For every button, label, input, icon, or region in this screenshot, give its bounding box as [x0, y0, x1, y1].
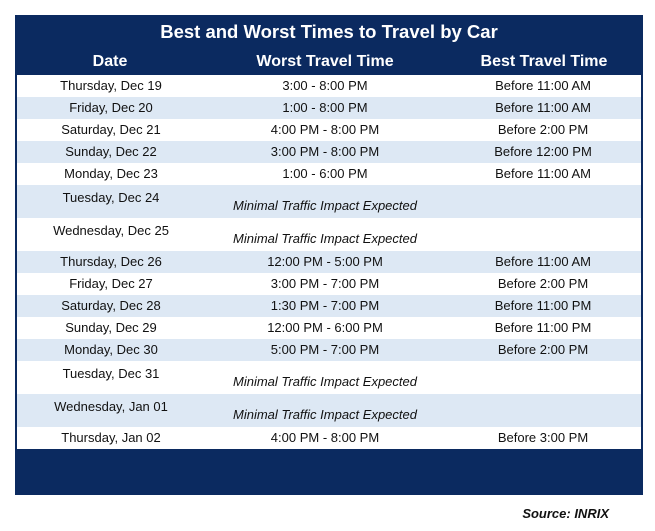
worst-time-cell: 3:00 PM - 8:00 PM — [270, 144, 380, 159]
worst-time-cell: 3:00 - 8:00 PM — [282, 78, 368, 93]
date-cell: Thursday, Dec 26 — [60, 254, 162, 269]
date-cell: Friday, Dec 20 — [69, 100, 153, 115]
table-row — [17, 163, 641, 185]
date-cell: Wednesday, Dec 25 — [53, 223, 169, 238]
table-row — [17, 427, 641, 449]
worst-time-cell: 1:30 PM - 7:00 PM — [270, 298, 380, 313]
best-time-cell: Before 2:00 PM — [497, 276, 589, 291]
table-row — [17, 295, 641, 317]
table-title: Best and Worst Times to Travel by Car — [160, 21, 498, 42]
worst-time-cell: 4:00 PM - 8:00 PM — [270, 430, 380, 445]
table-row — [17, 119, 641, 141]
worst-time-cell: Minimal Traffic Impact Expected — [233, 407, 417, 422]
best-time-cell: Before 12:00 PM — [494, 144, 592, 159]
table-row — [17, 141, 641, 163]
travel-table — [15, 15, 643, 495]
date-cell: Saturday, Dec 21 — [61, 122, 161, 137]
table-row — [17, 361, 641, 394]
date-cell: Monday, Dec 30 — [64, 342, 158, 357]
date-cell: Friday, Dec 27 — [69, 276, 153, 291]
date-cell: Saturday, Dec 28 — [61, 298, 161, 313]
worst-time-cell: 12:00 PM - 6:00 PM — [267, 320, 383, 335]
best-time-cell: Before 2:00 PM — [497, 342, 589, 357]
worst-time-cell: 5:00 PM - 7:00 PM — [270, 342, 380, 357]
best-time-cell: Before 11:00 PM — [494, 320, 592, 335]
date-cell: Tuesday, Dec 31 — [62, 366, 160, 381]
worst-time-cell: 12:00 PM - 5:00 PM — [267, 254, 383, 269]
table-row — [17, 218, 641, 251]
date-cell: Monday, Dec 23 — [64, 166, 158, 181]
table-row — [17, 394, 641, 427]
header-date: Date — [92, 53, 128, 70]
worst-time-cell: Minimal Traffic Impact Expected — [233, 374, 417, 389]
best-time-cell: Before 11:00 AM — [495, 166, 591, 181]
header-best-travel-time: Best Travel Time — [480, 53, 608, 70]
worst-time-cell: Minimal Traffic Impact Expected — [233, 231, 417, 246]
date-cell: Tuesday, Dec 24 — [62, 190, 160, 205]
table-row — [17, 251, 641, 273]
best-time-cell: Before 11:00 AM — [495, 100, 591, 115]
table-row — [17, 185, 641, 218]
best-time-cell: Before 11:00 AM — [495, 78, 591, 93]
worst-time-cell: 3:00 PM - 7:00 PM — [270, 276, 380, 291]
worst-time-cell: 1:00 - 6:00 PM — [282, 166, 368, 181]
table-body — [15, 75, 643, 449]
date-cell: Wednesday, Jan 01 — [54, 399, 168, 414]
date-cell: Thursday, Dec 19 — [60, 78, 162, 93]
worst-time-cell: 1:00 - 8:00 PM — [282, 100, 368, 115]
best-time-cell: Before 2:00 PM — [497, 122, 589, 137]
date-cell: Thursday, Jan 02 — [61, 430, 161, 445]
best-time-cell: Before 11:00 AM — [495, 254, 591, 269]
header-worst-travel-time: Worst Travel Time — [256, 53, 394, 70]
table-row — [17, 75, 641, 97]
source-note: Source: INRIX — [522, 506, 609, 521]
best-time-cell: Before 11:00 PM — [494, 298, 592, 313]
table-row — [17, 97, 641, 119]
table-row — [17, 273, 641, 295]
date-cell: Sunday, Dec 22 — [65, 144, 157, 159]
date-cell: Sunday, Dec 29 — [65, 320, 157, 335]
worst-time-cell: Minimal Traffic Impact Expected — [233, 198, 417, 213]
worst-time-cell: 4:00 PM - 8:00 PM — [270, 122, 380, 137]
table-row — [17, 339, 641, 361]
best-time-cell: Before 3:00 PM — [497, 430, 589, 445]
table-row — [17, 317, 641, 339]
